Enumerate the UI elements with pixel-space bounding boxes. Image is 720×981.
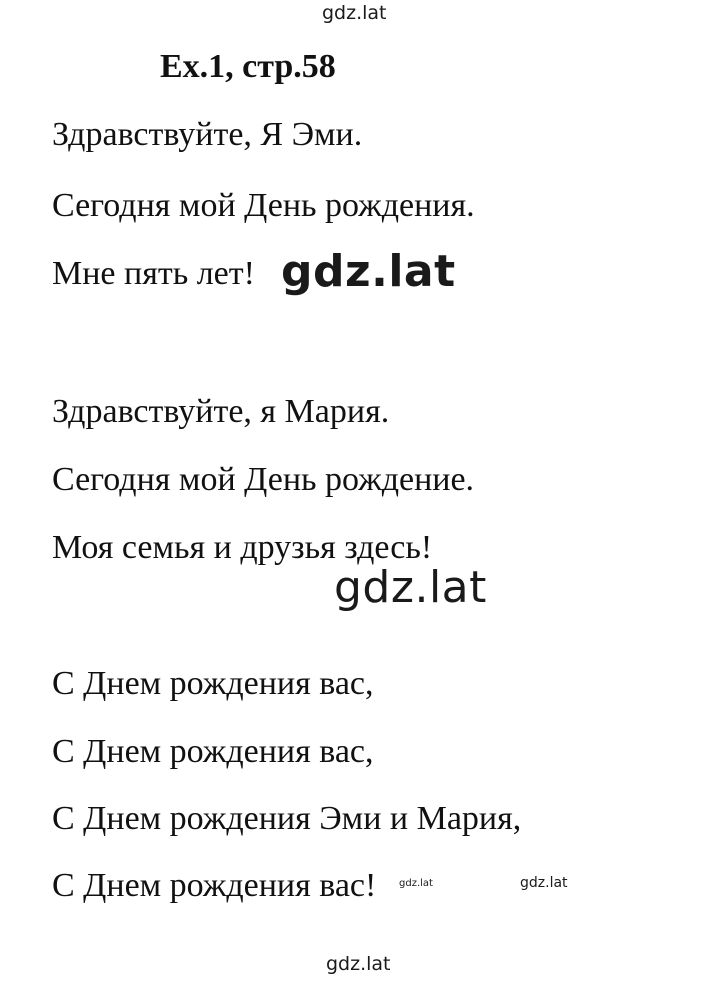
watermark-mid-2: gdz.lat (334, 562, 487, 613)
text-line: Мне пять лет! (52, 255, 255, 292)
text-line: Здравствуйте, я Мария. (52, 393, 390, 430)
text-line: Сегодня мой День рождение. (52, 461, 475, 498)
text-line: С Днем рождения вас! (52, 867, 377, 904)
watermark-small-1: gdz.lat (399, 878, 433, 889)
watermark-small-2: gdz.lat (520, 875, 568, 891)
text-line: С Днем рождения вас, (52, 665, 374, 702)
text-line: Здравствуйте, Я Эми. (52, 116, 363, 153)
exercise-title: Ex.1, стр.58 (160, 48, 336, 85)
watermark-mid-1: gdz.lat (281, 246, 456, 297)
text-line: С Днем рождения Эми и Мария, (52, 800, 522, 837)
text-line: Сегодня мой День рождения. (52, 187, 475, 224)
text-line: Моя семья и друзья здесь! (52, 529, 433, 566)
text-line: С Днем рождения вас, (52, 733, 374, 770)
watermark-top: gdz.lat (322, 2, 387, 24)
watermark-bottom: gdz.lat (326, 953, 391, 975)
